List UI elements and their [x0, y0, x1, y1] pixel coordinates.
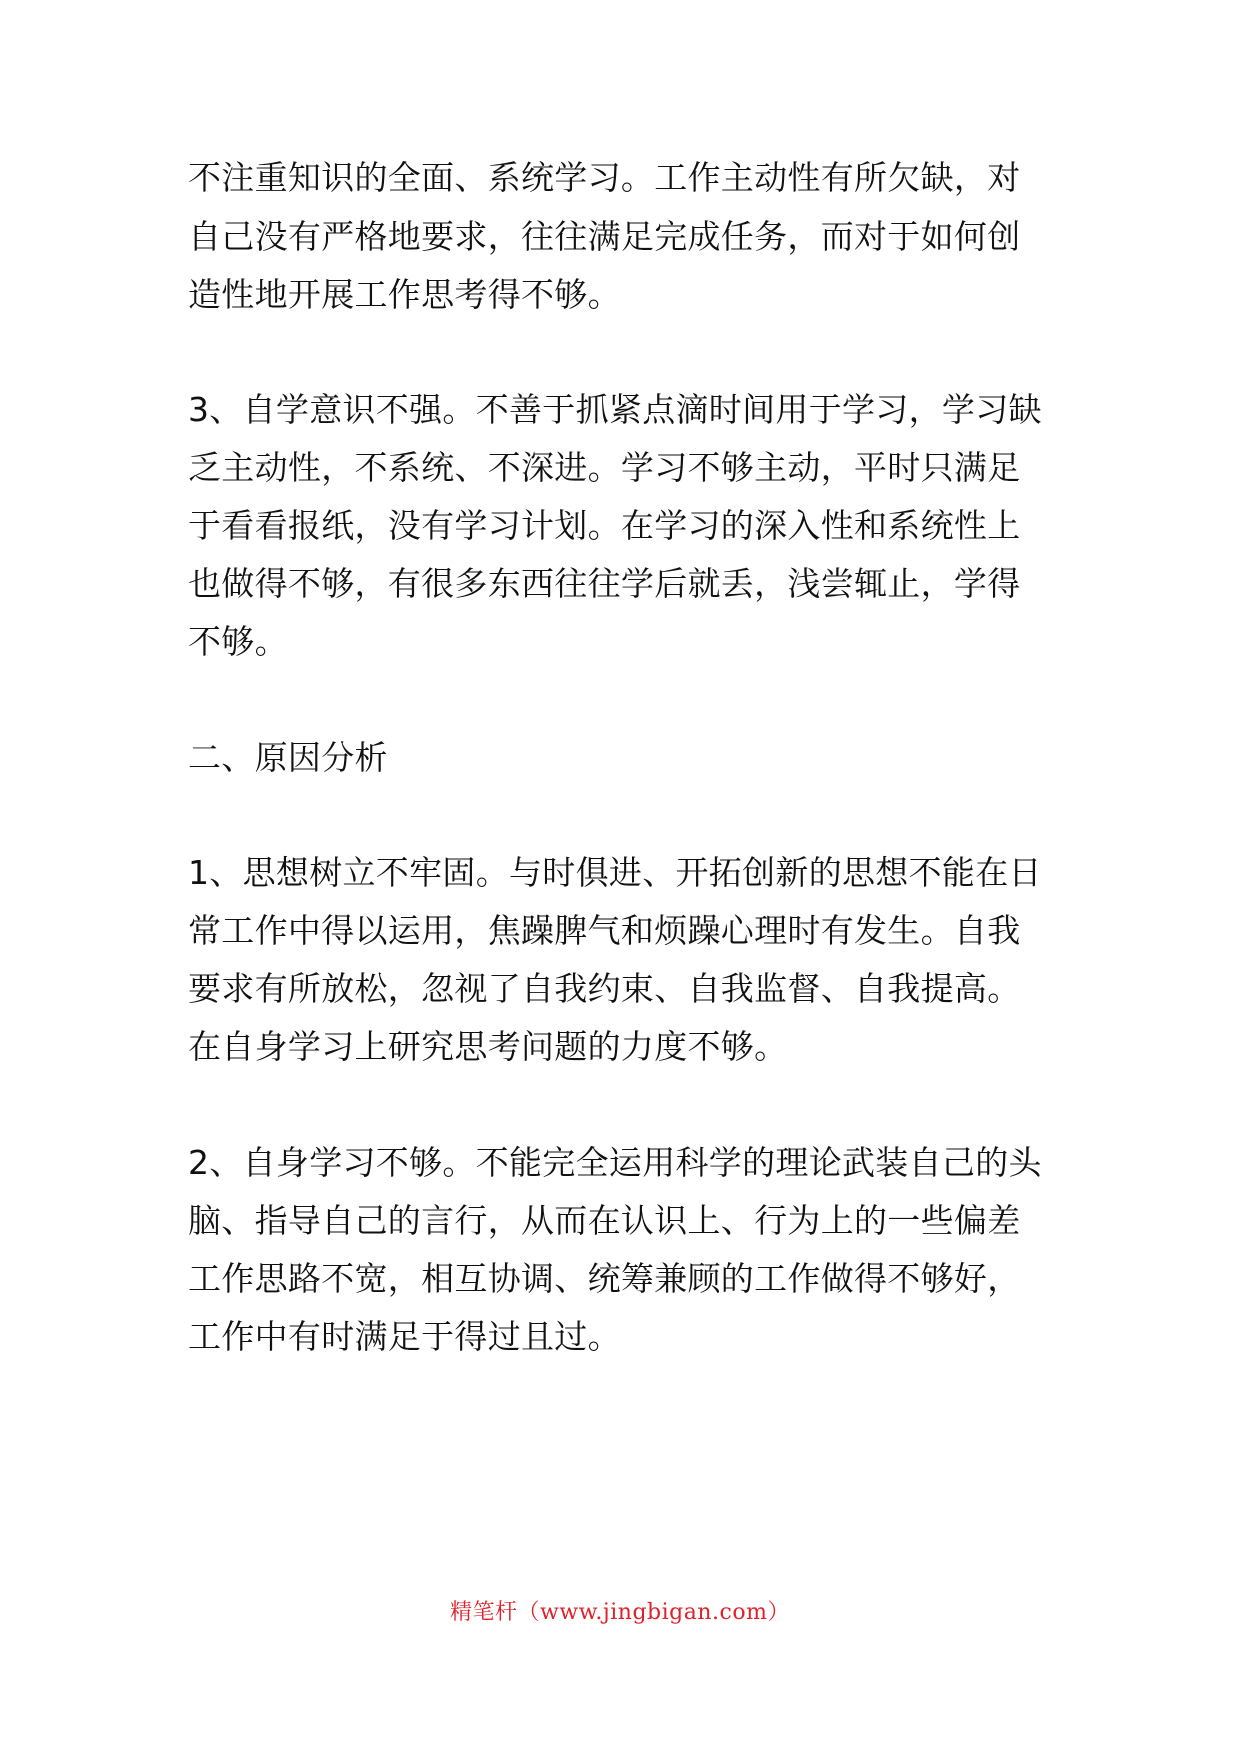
- paragraph-4-line-4: 工作中有时满足于得过且过。: [188, 1317, 621, 1356]
- section-heading: 二、原因分析: [188, 738, 388, 777]
- paragraph-3-line-4: 在自身学习上研究思考问题的力度不够。: [188, 1027, 788, 1066]
- paragraph-3-line-3: 要求有所放松，忽视了自我约束、自我监督、自我提高。: [188, 969, 1021, 1008]
- paragraph-1-line-1: 不注重知识的全面、系统学习。工作主动性有所欠缺，对: [188, 158, 1021, 197]
- paragraph-1-line-2: 自己没有严格地要求，往往满足完成任务，而对于如何创: [188, 217, 1021, 256]
- paragraph-4-line-2: 脑、指导自己的言行，从而在认识上、行为上的一些偏差: [188, 1201, 1021, 1240]
- footer-source-link[interactable]: 精笔杆（www.jingbigan.com）: [450, 1600, 790, 1625]
- paragraph-3-line-2: 常工作中得以运用，焦躁脾气和烦躁心理时有发生。自我: [188, 911, 1021, 950]
- paragraph-2-line-2: 乏主动性，不系统、不深进。学习不够主动，平时只满足: [188, 448, 1021, 487]
- paragraph-4-line-3: 工作思路不宽，相互协调、统筹兼顾的工作做得不够好，: [188, 1259, 1021, 1298]
- paragraph-2-line-1: 3、自学意识不强。不善于抓紧点滴时间用于学习，学习缺: [188, 390, 1042, 429]
- paragraph-4-line-1: 2、自身学习不够。不能完全运用科学的理论武装自己的头: [188, 1143, 1042, 1182]
- paragraph-2-line-3: 于看看报纸，没有学习计划。在学习的深入性和系统性上: [188, 506, 1021, 545]
- paragraph-2-line-5: 不够。: [188, 622, 288, 661]
- paragraph-1-line-3: 造性地开展工作思考得不够。: [188, 275, 621, 314]
- paragraph-3-line-1: 1、思想树立不牢固。与时俱进、开拓创新的思想不能在日: [188, 853, 1042, 892]
- paragraph-2-line-4: 也做得不够，有很多东西往往学后就丢，浅尝辄止，学得: [188, 564, 1021, 603]
